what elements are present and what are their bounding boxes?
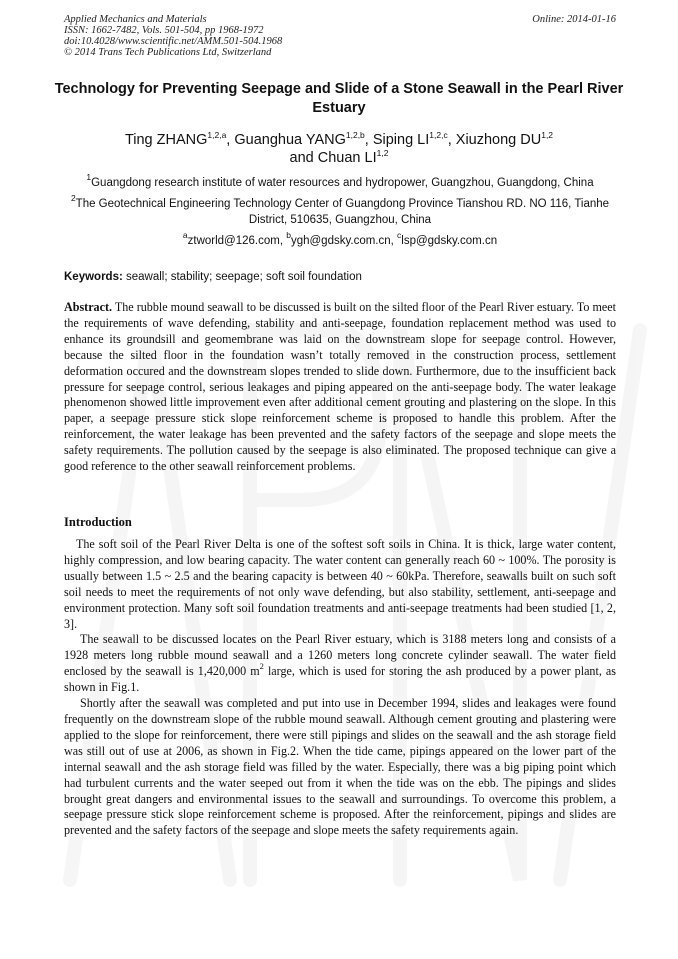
author-emails: $^a$ztworld@126.com, $^b$ygh@gdsky.com.cn, $^c$lsp@gdsky.com.cn [182,230,498,247]
section-heading-introduction: Introduction [64,515,132,529]
doi-line: doi:10.4028/www.scientific.net/AMM.501-504.1968 [64,36,283,47]
abstract-label: Abstract. [64,300,113,314]
journal-header [64,14,616,58]
keywords-line [64,270,616,285]
keywords-text: seawall; stability; seepage; soft soil foundation [126,271,362,283]
introduction-body [64,537,616,839]
intro-paragraph-3: Shortly after the seawall was completed and put into use in December 1994, slides and leakages were found frequently on the downstream slope of the rubble mound seawall. Although cement grouting and plastering were applied to the slope for reinforcement, there were still pipings and slides on the seawall and the ash storage field was still out of use at 2006, as shown in Fig.2. When the tide came, pipings appeared on the lower part of the internal seawall and the ash storage field was filled by the water. Especially, there was a big piping point which had turbulent currents and the water seeped out from it when the tide was on the ebb. The pipings and slides brought great dangers and environmental issues to the seawall and surroundings. To overcome this problem, a seepage pressure stick slope reinforcement scheme is proposed. After the reinforcement, pipings and slides are prevented and the safety factors of the seepage and slope meets the safety requirements again. [64,696,616,838]
author-3: Siping LI$^{1,2,c}$, [372,130,456,148]
journal-name: Applied Mechanics and Materials [64,14,207,25]
abstract-text: The rubble mound seawall to be discussed is built on the silted floor of the Pearl River estuary. To meet the requirements of wave defending, stability and anti-seepage, foundation replacement method was used to enhance its groundsill and geomembrane was laid on the downstream slope for seepage control. However, because the silted floor in the foundation wasn’t totally removed in the construction process, settlement deformation occured and the downstream slopes trended to slide down. Furthermore, due to the insufficient back pressure for seepage control, serious leakages and piping appeared on the anti-seepage body. The water leakage phenomenon showed little improvement even after additional cement grouting and plastering on the slope. In this paper, a seepage pressure stick slope reinforcement scheme is proposed to handle this problem. After the reinforcement, the water leakage has been prevented and the safety factors of the seepage and slope meets the safety requirements. The pollution caused by the seepage is also eliminated. The proposed technique can give a good reference to the other seawall reinforcement problems. [64,300,616,474]
keywords-label: Keywords: [64,271,123,283]
copyright-line: © 2014 Trans Tech Publications Ltd, Switzerland [64,47,272,58]
paper-title: Technology for Preventing Seepage and Slide of a Stone Seawall in the Pearl River Estuary [54,81,624,116]
affiliation-2: $^2$The Geotechnical Engineering Technology Center of Guangdong Province Tianshou RD. NO 116, Tianhe District, 510635, Guangzhou, China [70,193,610,226]
online-date: Online: 2014-01-16 [532,14,616,25]
abstract-paragraph [64,300,616,475]
author-1: Ting ZHANG$^{1,2,a}$, [124,130,235,148]
email-b[interactable]: $^b$ygh@gdsky.com.cn [286,230,391,247]
affiliation-1: $^1$Guangdong research institute of water resources and hydropower, Guangzhou, Guangdong, China [86,172,594,189]
email-a[interactable]: $^a$ztworld@126.com [182,230,280,247]
intro-paragraph-2: The seawall to be discussed locates on the Pearl River estuary, which is 3188 meters long and consists of a 1928 meters long rubble mound seawall and a 1260 meters long concrete cylinder seawall. The water field enclosed by the seawall is 1,420,000 $m^2$ large, which is used for storing the ash produced by a power plant, as shown in Fig.1. [64,632,616,695]
author-list [40,131,638,167]
email-c[interactable]: $^c$lsp@gdsky.com.cn [397,230,498,247]
issn-line: ISSN: 1662-7482, Vols. 501-504, pp 1968-1972 [64,25,264,36]
author-5: and Chuan LI$^{1,2}$ [289,148,389,166]
intro-paragraph-1: The soft soil of the Pearl River Delta is one of the softest soft soils in China. It is thick, large water content, highly compression, and low bearing capacity. The water content can generally reach 60 ~ 100%. The porosity is usually between 1.5 ~ 2.5 and the bearing capacity is between 40 ~ 60kPa. Therefore, seawalls built on such soft soil needs to meet the requirements of not only wave defending, but also stability, settlement, anti-seepage and environment protection. Many soft soil foundation treatments and anti-seepage treatments had been studied [1, 2, 3]. [64,537,616,631]
author-4: Xiuzhong DU$^{1,2}$ [455,130,554,148]
author-2: Guanghua YANG$^{1,2,b}$, [234,130,373,148]
